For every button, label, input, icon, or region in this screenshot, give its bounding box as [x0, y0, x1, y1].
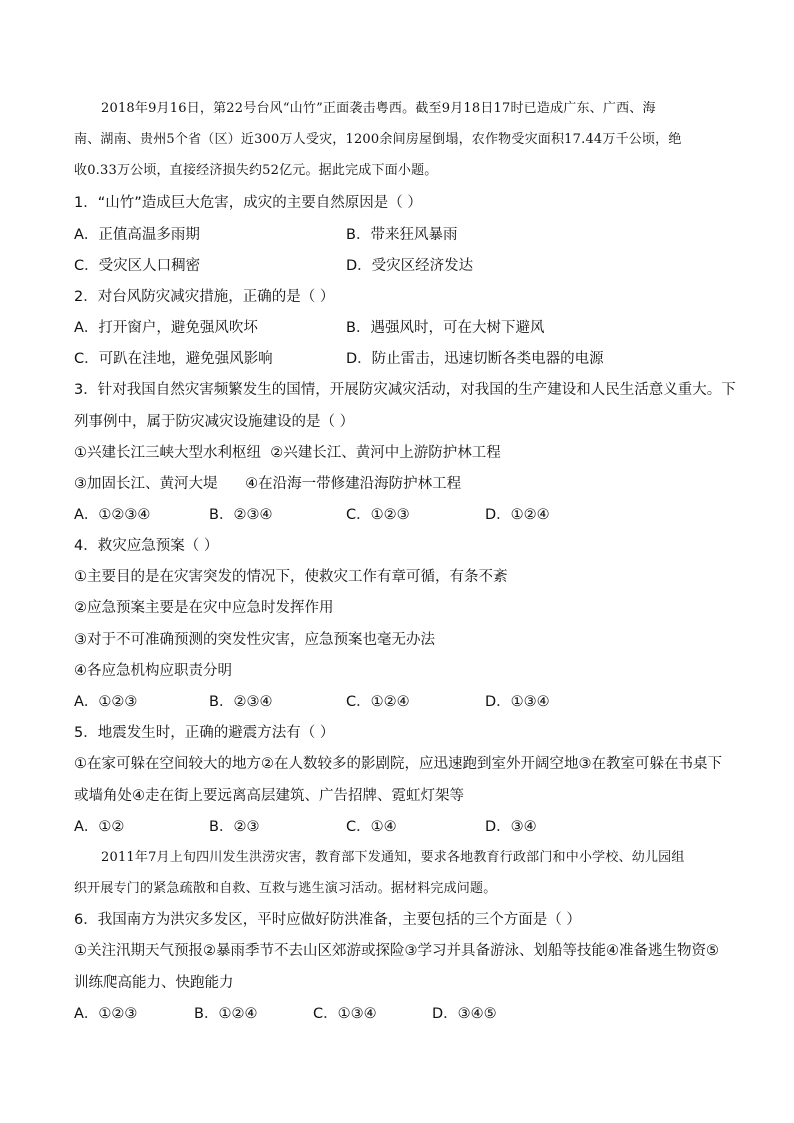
- question-6-option-a[interactable]: A．①②③: [74, 1006, 138, 1022]
- question-5-stem: 5．地震发生时，正确的避震方法有（ ）: [74, 725, 335, 741]
- question-4-option-d[interactable]: D．①③④: [485, 694, 550, 710]
- question-4-option-a[interactable]: A．①②③: [74, 694, 138, 710]
- question-2-option-a[interactable]: A．打开窗户，避免强风吹坏: [74, 320, 258, 336]
- question-1-option-b[interactable]: B．带来狂风暴雨: [346, 227, 458, 243]
- question-6-items-line-2: 训练爬高能力、快跑能力: [74, 975, 234, 991]
- question-3-items-line-1: ①兴建长江三峡大型水利枢纽 ②兴建长江、黄河中上游防护林工程: [74, 445, 501, 461]
- question-5-option-b[interactable]: B．②③: [209, 819, 260, 835]
- question-3-option-d[interactable]: D．①②④: [485, 507, 550, 523]
- question-4-option-b[interactable]: B．②③④: [209, 694, 273, 710]
- passage2-line-1: 2011年7月上旬四川发生洪涝灾害，教育部下发通知，要求各地教育行政部门和中小学校、幼儿园组: [101, 850, 685, 865]
- question-2-option-c[interactable]: C．可趴在洼地，避免强风影响: [74, 351, 273, 367]
- question-5-option-a[interactable]: A．①②: [74, 819, 125, 835]
- question-4-item-2: ②应急预案主要是在灾中应急时发挥作用: [74, 600, 334, 616]
- question-4-item-1: ①主要目的是在灾害突发的情况下，使救灾工作有章可循，有条不紊: [74, 569, 508, 585]
- passage1-line-3: 收0.33万公顷，直接经济损失约52亿元。据此完成下面小题。: [74, 163, 438, 178]
- question-6-option-d[interactable]: D．③④⑤: [432, 1006, 497, 1022]
- question-5-option-c[interactable]: C．①④: [346, 819, 397, 835]
- question-5-items-line-2: 或墙角处④走在街上要远离高层建筑、广告招牌、霓虹灯架等: [74, 788, 464, 804]
- passage2-line-2: 织开展专门的紧急疏散和自救、互救与逃生演习活动。据材料完成问题。: [74, 881, 497, 896]
- question-3-stem-line-1: 3．针对我国自然灾害频繁发生的国情，开展防灾减灾活动，对我国的生产建设和人民生活意义重大。下: [74, 382, 736, 398]
- question-6-items-line-1: ①关注汛期天气预报②暴雨季节不去山区郊游或探险③学习并具备游泳、划船等技能④准备逃生物资⑤: [74, 943, 719, 959]
- passage1-line-2: 南、湖南、贵州5个省（区）近300万人受灾，1200余间房屋倒塌，农作物受灾面积17.44万千公顷，绝: [74, 132, 682, 147]
- question-3-option-b[interactable]: B．②③④: [209, 507, 273, 523]
- question-3-stem-line-2: 列事例中，属于防灾减灾设施建设的是（ ）: [74, 414, 355, 430]
- question-2-option-b[interactable]: B．遇强风时，可在大树下避风: [346, 320, 545, 336]
- question-5-option-d[interactable]: D．③④: [485, 819, 537, 835]
- question-2-option-d[interactable]: D．防止雷击，迅速切断各类电器的电源: [346, 351, 604, 367]
- question-3-items-line-2: ③加固长江、黄河大堤 ④在沿海一带修建沿海防护林工程: [74, 476, 462, 492]
- passage1-line-1: 2018年9月16日，第22号台风“山竹”正面袭击粤西。截至9月18日17时已造成广东、广西、海: [101, 101, 656, 116]
- question-3-option-c[interactable]: C．①②③: [346, 507, 410, 523]
- question-6-option-c[interactable]: C．①③④: [313, 1006, 377, 1022]
- question-1-option-d[interactable]: D．受灾区经济发达: [346, 258, 474, 274]
- question-1-option-c[interactable]: C．受灾区人口稠密: [74, 258, 201, 274]
- question-3-option-a[interactable]: A．①②③④: [74, 507, 151, 523]
- question-4-stem: 4．救灾应急预案（ ）: [74, 538, 219, 554]
- question-1-option-a[interactable]: A．正值高温多雨期: [74, 227, 200, 243]
- question-2-stem: 2．对台风防灾减灾措施，正确的是（ ）: [74, 289, 335, 305]
- question-5-items-line-1: ①在家可躲在空间较大的地方②在人数较多的影剧院，应迅速跑到室外开阔空地③在教室可躲在书桌下: [74, 756, 722, 772]
- question-1-stem: 1．“山竹”造成巨大危害，成灾的主要自然原因是（ ）: [74, 195, 422, 211]
- question-4-item-4: ④各应急机构应职责分明: [74, 663, 232, 679]
- question-6-option-b[interactable]: B．①②④: [194, 1006, 258, 1022]
- question-6-stem: 6．我国南方为洪灾多发区，平时应做好防洪准备，主要包括的三个方面是（ ）: [74, 912, 581, 928]
- question-4-option-c[interactable]: C．①②④: [346, 694, 410, 710]
- question-4-item-3: ③对于不可准确预测的突发性灾害，应急预案也毫无办法: [74, 632, 435, 648]
